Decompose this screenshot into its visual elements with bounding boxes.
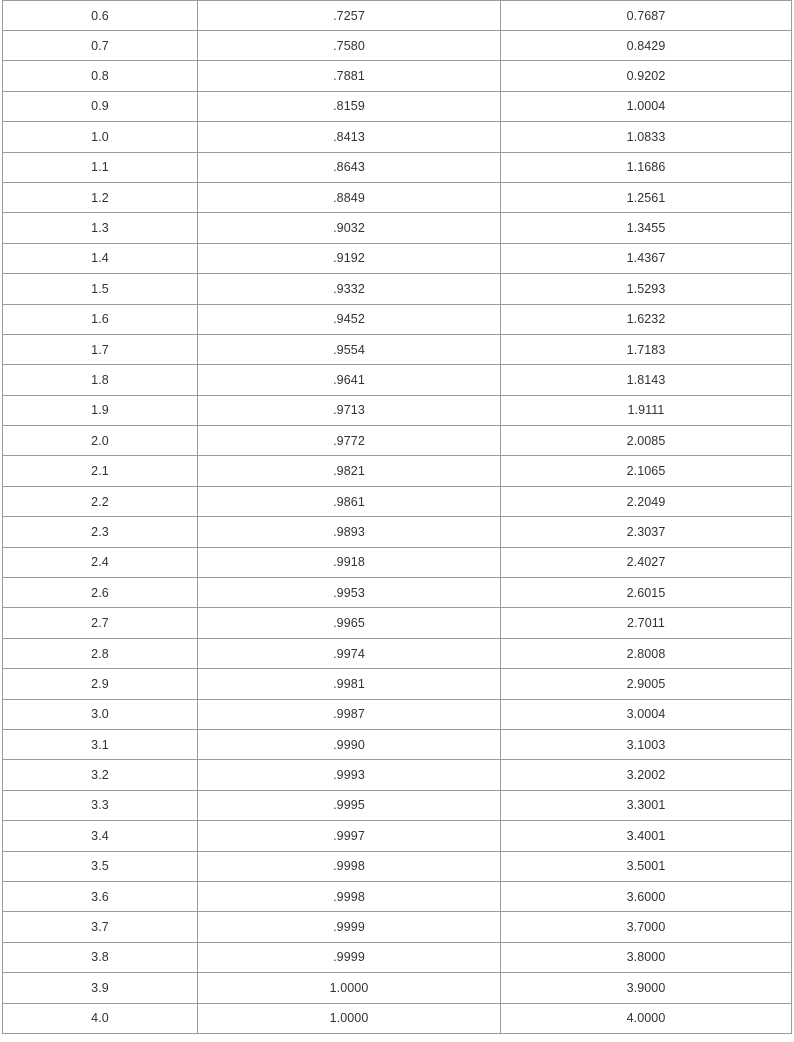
table-cell: 1.3: [3, 213, 198, 243]
table-row: [3, 31, 792, 61]
data-table: [2, 0, 792, 1034]
table-cell: 3.4: [3, 821, 198, 851]
table-row: [3, 881, 792, 911]
table-cell: .9997: [198, 821, 501, 851]
table-cell: 1.3455: [501, 213, 792, 243]
table-row: [3, 304, 792, 334]
table-cell: .9965: [198, 608, 501, 638]
table-cell: 1.6: [3, 304, 198, 334]
table-cell: 0.7687: [501, 1, 792, 31]
table-row: [3, 821, 792, 851]
table-cell: 3.8000: [501, 942, 792, 972]
table-cell: .9192: [198, 243, 501, 273]
table-row: [3, 243, 792, 273]
table-cell: 2.1065: [501, 456, 792, 486]
table-cell: .7881: [198, 61, 501, 91]
table-cell: 0.8: [3, 61, 198, 91]
table-cell: 2.0: [3, 426, 198, 456]
table-cell: 1.0833: [501, 122, 792, 152]
table-cell: 1.2561: [501, 182, 792, 212]
table-cell: 2.4: [3, 547, 198, 577]
table-cell: .9893: [198, 517, 501, 547]
table-cell: .9821: [198, 456, 501, 486]
table-row: [3, 790, 792, 820]
table-cell: 2.9: [3, 669, 198, 699]
table-cell: 2.9005: [501, 669, 792, 699]
table-row: [3, 578, 792, 608]
table-cell: .9713: [198, 395, 501, 425]
table-row: [3, 942, 792, 972]
table-row: [3, 851, 792, 881]
table-cell: 3.7: [3, 912, 198, 942]
table-cell: 1.1: [3, 152, 198, 182]
table-cell: 3.8: [3, 942, 198, 972]
table-row: [3, 395, 792, 425]
table-row: [3, 912, 792, 942]
table-cell: .9554: [198, 334, 501, 364]
table-cell: 3.0004: [501, 699, 792, 729]
table-row: [3, 638, 792, 668]
table-cell: 3.6: [3, 881, 198, 911]
table-cell: .7257: [198, 1, 501, 31]
table-cell: 3.1: [3, 729, 198, 759]
table-cell: .9993: [198, 760, 501, 790]
table-cell: 0.7: [3, 31, 198, 61]
table-cell: .9332: [198, 274, 501, 304]
table-row: [3, 729, 792, 759]
table-row: [3, 213, 792, 243]
table-cell: 3.5001: [501, 851, 792, 881]
table-cell: 2.8008: [501, 638, 792, 668]
table-row: [3, 699, 792, 729]
table-cell: .9998: [198, 851, 501, 881]
table-cell: 1.9: [3, 395, 198, 425]
table-cell: 2.0085: [501, 426, 792, 456]
table-cell: .9861: [198, 486, 501, 516]
table-row: [3, 274, 792, 304]
table-row: [3, 1003, 792, 1033]
table-cell: .9918: [198, 547, 501, 577]
table-cell: 3.3001: [501, 790, 792, 820]
table-row: [3, 456, 792, 486]
table-row: [3, 669, 792, 699]
table-cell: 2.2: [3, 486, 198, 516]
table-cell: .9999: [198, 912, 501, 942]
table-cell: 2.2049: [501, 486, 792, 516]
table-row: [3, 1, 792, 31]
table-cell: 2.7011: [501, 608, 792, 638]
table-cell: .8159: [198, 91, 501, 121]
table-cell: .9772: [198, 426, 501, 456]
table-cell: 4.0: [3, 1003, 198, 1033]
table-row: [3, 760, 792, 790]
table-cell: 1.2: [3, 182, 198, 212]
table-cell: 0.9: [3, 91, 198, 121]
table-row: [3, 152, 792, 182]
table-cell: 2.8: [3, 638, 198, 668]
table-row: [3, 426, 792, 456]
table-cell: 0.8429: [501, 31, 792, 61]
table-row: [3, 91, 792, 121]
table-row: [3, 365, 792, 395]
table-cell: .9032: [198, 213, 501, 243]
table-cell: .7580: [198, 31, 501, 61]
table-cell: 1.4367: [501, 243, 792, 273]
table-cell: 3.9: [3, 973, 198, 1003]
table-cell: 1.8143: [501, 365, 792, 395]
table-cell: 3.0: [3, 699, 198, 729]
table-cell: 3.5: [3, 851, 198, 881]
table-row: [3, 61, 792, 91]
table-cell: 1.0000: [198, 973, 501, 1003]
table-row: [3, 122, 792, 152]
table-cell: .8413: [198, 122, 501, 152]
table-row: [3, 608, 792, 638]
table-cell: 2.3037: [501, 517, 792, 547]
table-cell: .8643: [198, 152, 501, 182]
table-cell: 2.6: [3, 578, 198, 608]
table-row: [3, 486, 792, 516]
table-cell: 3.2002: [501, 760, 792, 790]
table-cell: 1.5: [3, 274, 198, 304]
table-cell: 3.1003: [501, 729, 792, 759]
table-cell: 0.6: [3, 1, 198, 31]
table-cell: .9990: [198, 729, 501, 759]
table-cell: 3.6000: [501, 881, 792, 911]
table-cell: 1.4: [3, 243, 198, 273]
table-cell: 1.8: [3, 365, 198, 395]
table-cell: .9981: [198, 669, 501, 699]
table-row: [3, 547, 792, 577]
table-cell: 1.5293: [501, 274, 792, 304]
table-cell: .8849: [198, 182, 501, 212]
table-cell: 1.0004: [501, 91, 792, 121]
table-cell: 0.9202: [501, 61, 792, 91]
table-cell: 3.3: [3, 790, 198, 820]
table-body: [3, 1, 792, 1034]
table-cell: 2.1: [3, 456, 198, 486]
table-row: [3, 334, 792, 364]
table-row: [3, 517, 792, 547]
table-cell: 3.2: [3, 760, 198, 790]
table-cell: 2.6015: [501, 578, 792, 608]
table-row: [3, 182, 792, 212]
table-cell: 1.9111: [501, 395, 792, 425]
table-cell: .9974: [198, 638, 501, 668]
table-cell: 2.3: [3, 517, 198, 547]
table-cell: 1.6232: [501, 304, 792, 334]
data-table-container: [2, 0, 791, 1034]
table-cell: 1.7: [3, 334, 198, 364]
table-cell: .9999: [198, 942, 501, 972]
table-cell: .9641: [198, 365, 501, 395]
table-cell: 2.4027: [501, 547, 792, 577]
table-cell: 1.1686: [501, 152, 792, 182]
table-cell: .9987: [198, 699, 501, 729]
table-row: [3, 973, 792, 1003]
table-cell: 3.9000: [501, 973, 792, 1003]
table-cell: 4.0000: [501, 1003, 792, 1033]
table-cell: 2.7: [3, 608, 198, 638]
table-cell: .9452: [198, 304, 501, 334]
table-cell: .9953: [198, 578, 501, 608]
table-cell: .9998: [198, 881, 501, 911]
table-cell: 1.0000: [198, 1003, 501, 1033]
table-cell: 3.7000: [501, 912, 792, 942]
table-cell: 1.0: [3, 122, 198, 152]
table-cell: .9995: [198, 790, 501, 820]
table-cell: 1.7183: [501, 334, 792, 364]
table-cell: 3.4001: [501, 821, 792, 851]
